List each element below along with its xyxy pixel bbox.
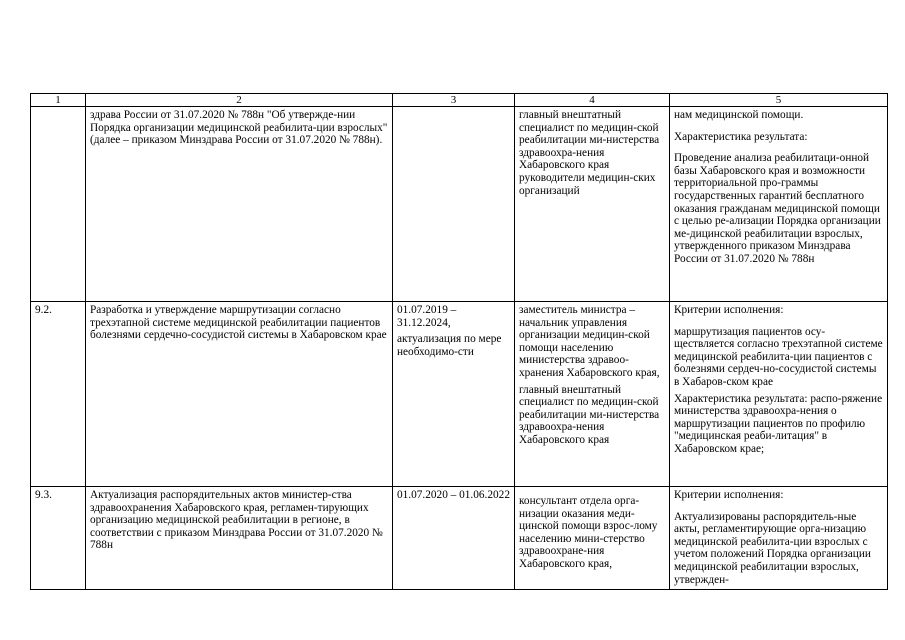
date-range: 01.07.2020 – 01.06.2022 — [397, 489, 510, 501]
date-range: 01.07.2019 – 31.12.2024, — [397, 304, 457, 329]
responsible-person: главный внештатный специалист по медицин-ской реабилитации ми-нистерства здравоохра-нения Хабаровского края — [519, 109, 660, 172]
table-row — [31, 302, 888, 487]
header-cell-5: 5 — [670, 94, 888, 107]
responsible-person: консультант отдела орга-низации оказания меди-цинской помощи взрос-лому населению мини-стерство здравоохране-ния Хабаровского края, — [519, 495, 658, 570]
header-cell-2: 2 — [86, 94, 393, 107]
result-heading: Критерии исполнения: — [674, 304, 784, 316]
header-cell-4: 4 — [515, 94, 670, 107]
row-dates — [393, 302, 515, 487]
result-text: маршрутизация пациентов осу-ществляется согласно трехэтапной системе медицинской реабилита-ции пациентов с болезнями сердеч-но-сосудистой системы в Хабаров-ском крае — [674, 325, 883, 388]
result-heading: Характеристика результата: — [674, 130, 808, 143]
row-number: 9.3. — [31, 487, 86, 590]
result-text: Характеристика результата: распо-ряжение министерства здравоохра-нения о маршрутизации пациентов по профилю "медицинская реаби-литация" в Хабаровском крае; — [674, 392, 883, 455]
header-cell-3: 3 — [393, 94, 515, 107]
row-results — [670, 302, 888, 487]
row-responsible — [515, 487, 670, 590]
responsible-person: руководители медицин-ских организаций — [519, 171, 656, 197]
result-heading: Критерии исполнения: — [674, 489, 784, 501]
row-description: Разработка и утверждение маршрутизации согласно трехэтапной системе медицинской реабилитации пациентов болезнями сердечно-сосудистой системы в Хабаровском крае — [86, 302, 393, 487]
row-number — [31, 107, 86, 302]
result-text: Проведение анализа реабилитаци-онной базы Хабаровского края и возможности территориальной про-граммы государственных гарантий бесплатного оказания гражданам медицинской помощи с целью ре-ализации Порядка организации ме-дицинской реабилитации взрослых, утвержденного приказом Минздрава России от 31.07.2020 № 788н — [674, 152, 881, 265]
table-row — [31, 107, 888, 302]
result-text: Актуализированы распорядитель-ные акты, регламентирующие орга-низацию медицинской реабилита-ции взрослых с учетом положений Порядка организации медицинской реабилитации взрослых, утвержден- — [674, 510, 871, 586]
table-header-row — [31, 94, 888, 107]
responsible-person: заместитель министра – начальник управления организации медицин-ской помощи населению министерства здравоо-хранения Хабаровского края, — [519, 304, 660, 379]
row-dates — [393, 107, 515, 302]
result-text: нам медицинской помощи. — [674, 109, 804, 121]
header-cell-1: 1 — [31, 94, 86, 107]
row-dates — [393, 487, 515, 590]
responsible-person: главный внештатный специалист по медицин-ской реабилитации ми-нистерства здравоохра-нения Хабаровского края — [519, 383, 660, 446]
row-number: 9.2. — [31, 302, 86, 487]
table-row — [31, 487, 888, 590]
row-description: Актуализация распорядительных актов министер-ства здравоохранения Хабаровского края, регламен-тирующих организацию медицинской реабилитации в регионе, в соответствии с приказом Минздрава России от 31.07.2020 № 788н — [86, 487, 393, 590]
action-plan-table — [30, 93, 888, 590]
row-results — [670, 107, 888, 302]
row-results — [670, 487, 888, 590]
date-note: актуализация по мере необходимо-сти — [397, 333, 502, 358]
row-responsible — [515, 107, 670, 302]
row-responsible — [515, 302, 670, 487]
row-description: здрава России от 31.07.2020 № 788н "Об утвержде-нии Порядка организации медицинской реабилита-ции взрослых" (далее – приказом Минздрава России от 31.07.2020 № 788н). — [86, 107, 393, 302]
